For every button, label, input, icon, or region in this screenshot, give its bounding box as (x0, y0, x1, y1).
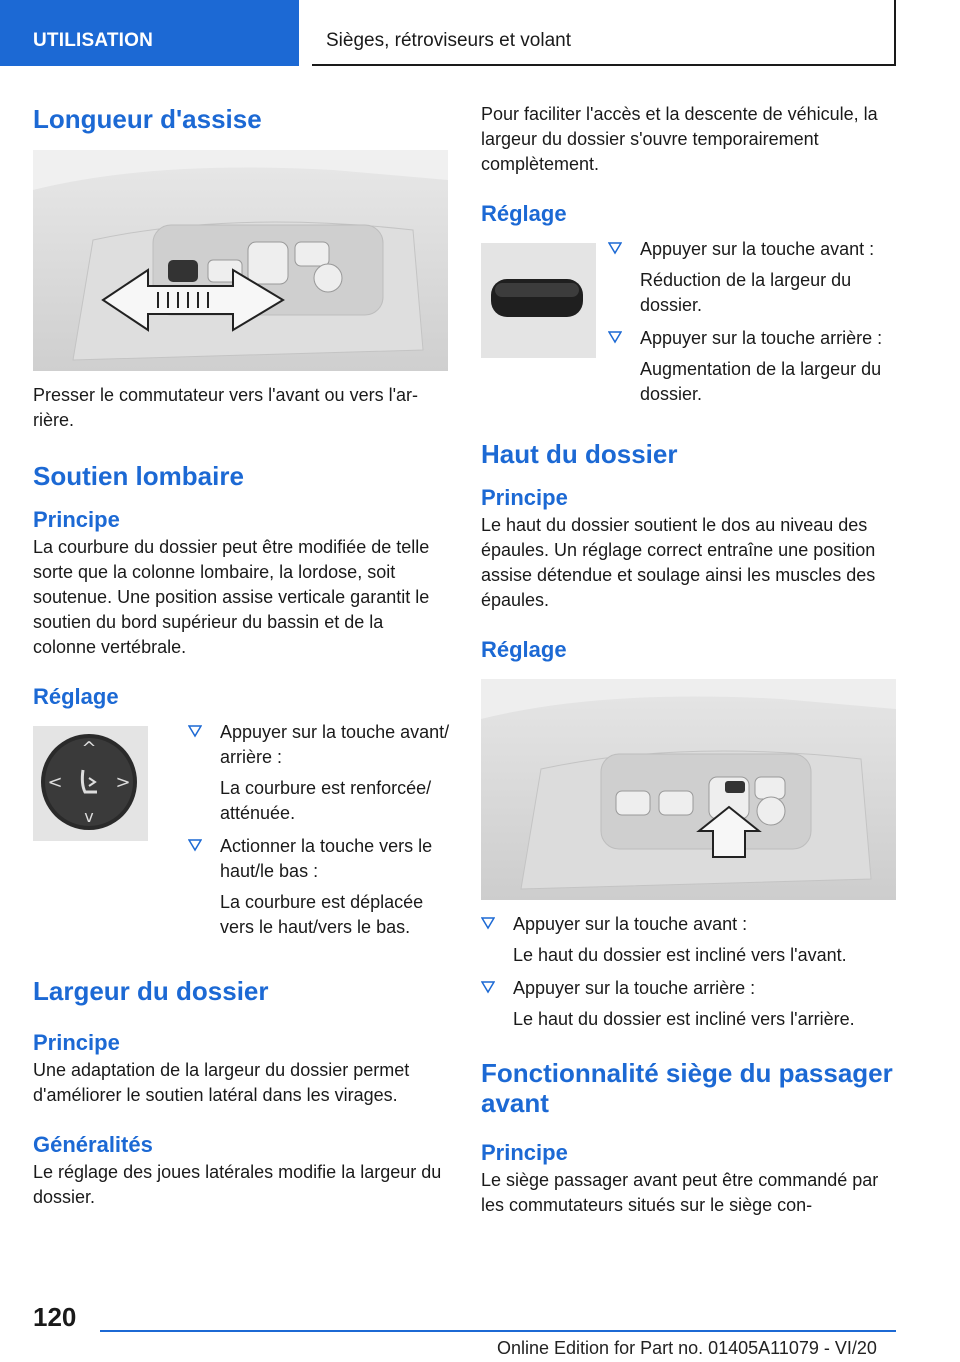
svg-text:^: ^ (81, 738, 97, 759)
step-haut-1-result: Le haut du dossier est incliné vers l'avant. (513, 945, 847, 965)
step-largeur-2 (608, 326, 898, 407)
left-column (33, 98, 449, 1210)
svg-text:v: v (84, 807, 94, 826)
paragraph-generalites: Le réglage des joues latérales modifie la largeur du dossier. (33, 1162, 442, 1207)
seat-panel-illustration (33, 150, 448, 371)
bullet-triangle-icon (608, 241, 622, 255)
chapter-tab[interactable]: UTILISATION (0, 0, 299, 66)
step-largeur-1-result: Réduction de la largeur du dossier. (640, 270, 852, 315)
heading-haut-dossier: Haut du dossier (481, 439, 678, 469)
step-lombaire-1-text: Appuyer sur la touche avant/ arrière : (220, 722, 450, 767)
right-column (481, 98, 897, 1218)
heading-reglage-lombaire: Réglage (33, 684, 119, 709)
heading-soutien-lombaire: Soutien lombaire (33, 461, 244, 491)
step-lombaire-1-result: La courbure est renforcée/ atténuée. (220, 778, 432, 823)
step-largeur-2-text: Appuyer sur la touche arrière : (640, 328, 883, 348)
width-button-image (481, 243, 596, 358)
width-steps (481, 239, 897, 423)
lumbar-knob-image (33, 726, 148, 841)
heading-principe-largeur: Principe (33, 1030, 120, 1055)
heading-principe-passager: Principe (481, 1140, 568, 1165)
paragraph-lombaire: La courbure du dossier peut être modifiée de telle sorte que la colonne lombaire, la lordose, soit soutenue. Une position assise verticale garantit le soutien du bord supérieur du bassin et de la colonne vertébrale. (33, 537, 430, 657)
paragraph-longueur: Presser le commutateur vers l'avant ou vers l'arrière. (33, 385, 419, 430)
upper-backrest-switch-image (481, 679, 896, 900)
heading-principe-lombaire: Principe (33, 507, 120, 532)
bullet-triangle-icon (188, 724, 202, 738)
section-title: Sièges, rétroviseurs et volant (312, 0, 896, 66)
lumbar-steps (33, 722, 450, 964)
bullet-triangle-icon (188, 838, 202, 852)
bullet-triangle-icon (481, 916, 495, 930)
heading-generalites: Généralités (33, 1132, 153, 1157)
seat-length-switch-image (33, 150, 448, 371)
paragraph-acces: Pour faciliter l'accès et la descente de véhicule, la largeur du dossier s'ouvre temporairement complètement. (481, 104, 878, 174)
heading-longueur-assise: Longueur d'assise (33, 104, 262, 134)
upper-backrest-illustration (481, 679, 896, 900)
step-haut-2-result: Le haut du dossier est incliné vers l'arrière. (513, 1009, 855, 1029)
heading-reglage-largeur: Réglage (481, 201, 567, 226)
bullet-triangle-icon (481, 980, 495, 994)
step-haut-2 (481, 976, 897, 1032)
step-largeur-1 (608, 237, 898, 318)
step-largeur-2-result: Augmentation de la largeur du dossier. (640, 359, 882, 404)
heading-fonction-passager: Fonctionnalité siège du passager avant (481, 1058, 893, 1118)
step-lombaire-1 (188, 720, 450, 826)
paragraph-passager: Le siège passager avant peut être commandé par les commutateurs situés sur le siège con- (481, 1170, 879, 1215)
step-haut-1-text: Appuyer sur la touche avant : (513, 914, 748, 934)
step-haut-1 (481, 912, 897, 968)
paragraph-haut: Le haut du dossier soutient le dos au niveau des épaules. Un réglage correct entraîne une position assise détendue et soulage ainsi les muscles des épaules. (481, 515, 876, 610)
footer-divider (100, 1330, 896, 1332)
width-button-illustration (481, 243, 596, 358)
page-number: 120 (33, 1302, 77, 1332)
step-lombaire-2 (188, 834, 450, 940)
upper-backrest-steps (481, 912, 897, 1032)
svg-text:>: > (115, 772, 131, 793)
step-lombaire-2-result: La courbure est déplacée vers le haut/vers le bas. (220, 892, 424, 937)
heading-largeur-dossier: Largeur du dossier (33, 976, 269, 1006)
heading-principe-haut: Principe (481, 485, 568, 510)
footer-edition: Online Edition for Part no. 01405A11079 - VI/20 (497, 1338, 877, 1358)
step-haut-2-text: Appuyer sur la touche arrière : (513, 978, 756, 998)
paragraph-largeur: Une adaptation de la largeur du dossier permet d'améliorer le soutien latéral dans les virages. (33, 1060, 410, 1105)
lumbar-knob-illustration (33, 726, 148, 841)
page-header (0, 0, 960, 66)
bullet-triangle-icon (608, 330, 622, 344)
step-largeur-1-text: Appuyer sur la touche avant : (640, 239, 875, 259)
step-lombaire-2-text: Actionner la touche vers le haut/le bas : (220, 836, 433, 881)
svg-text:<: < (47, 772, 63, 793)
heading-reglage-haut: Réglage (481, 637, 567, 662)
